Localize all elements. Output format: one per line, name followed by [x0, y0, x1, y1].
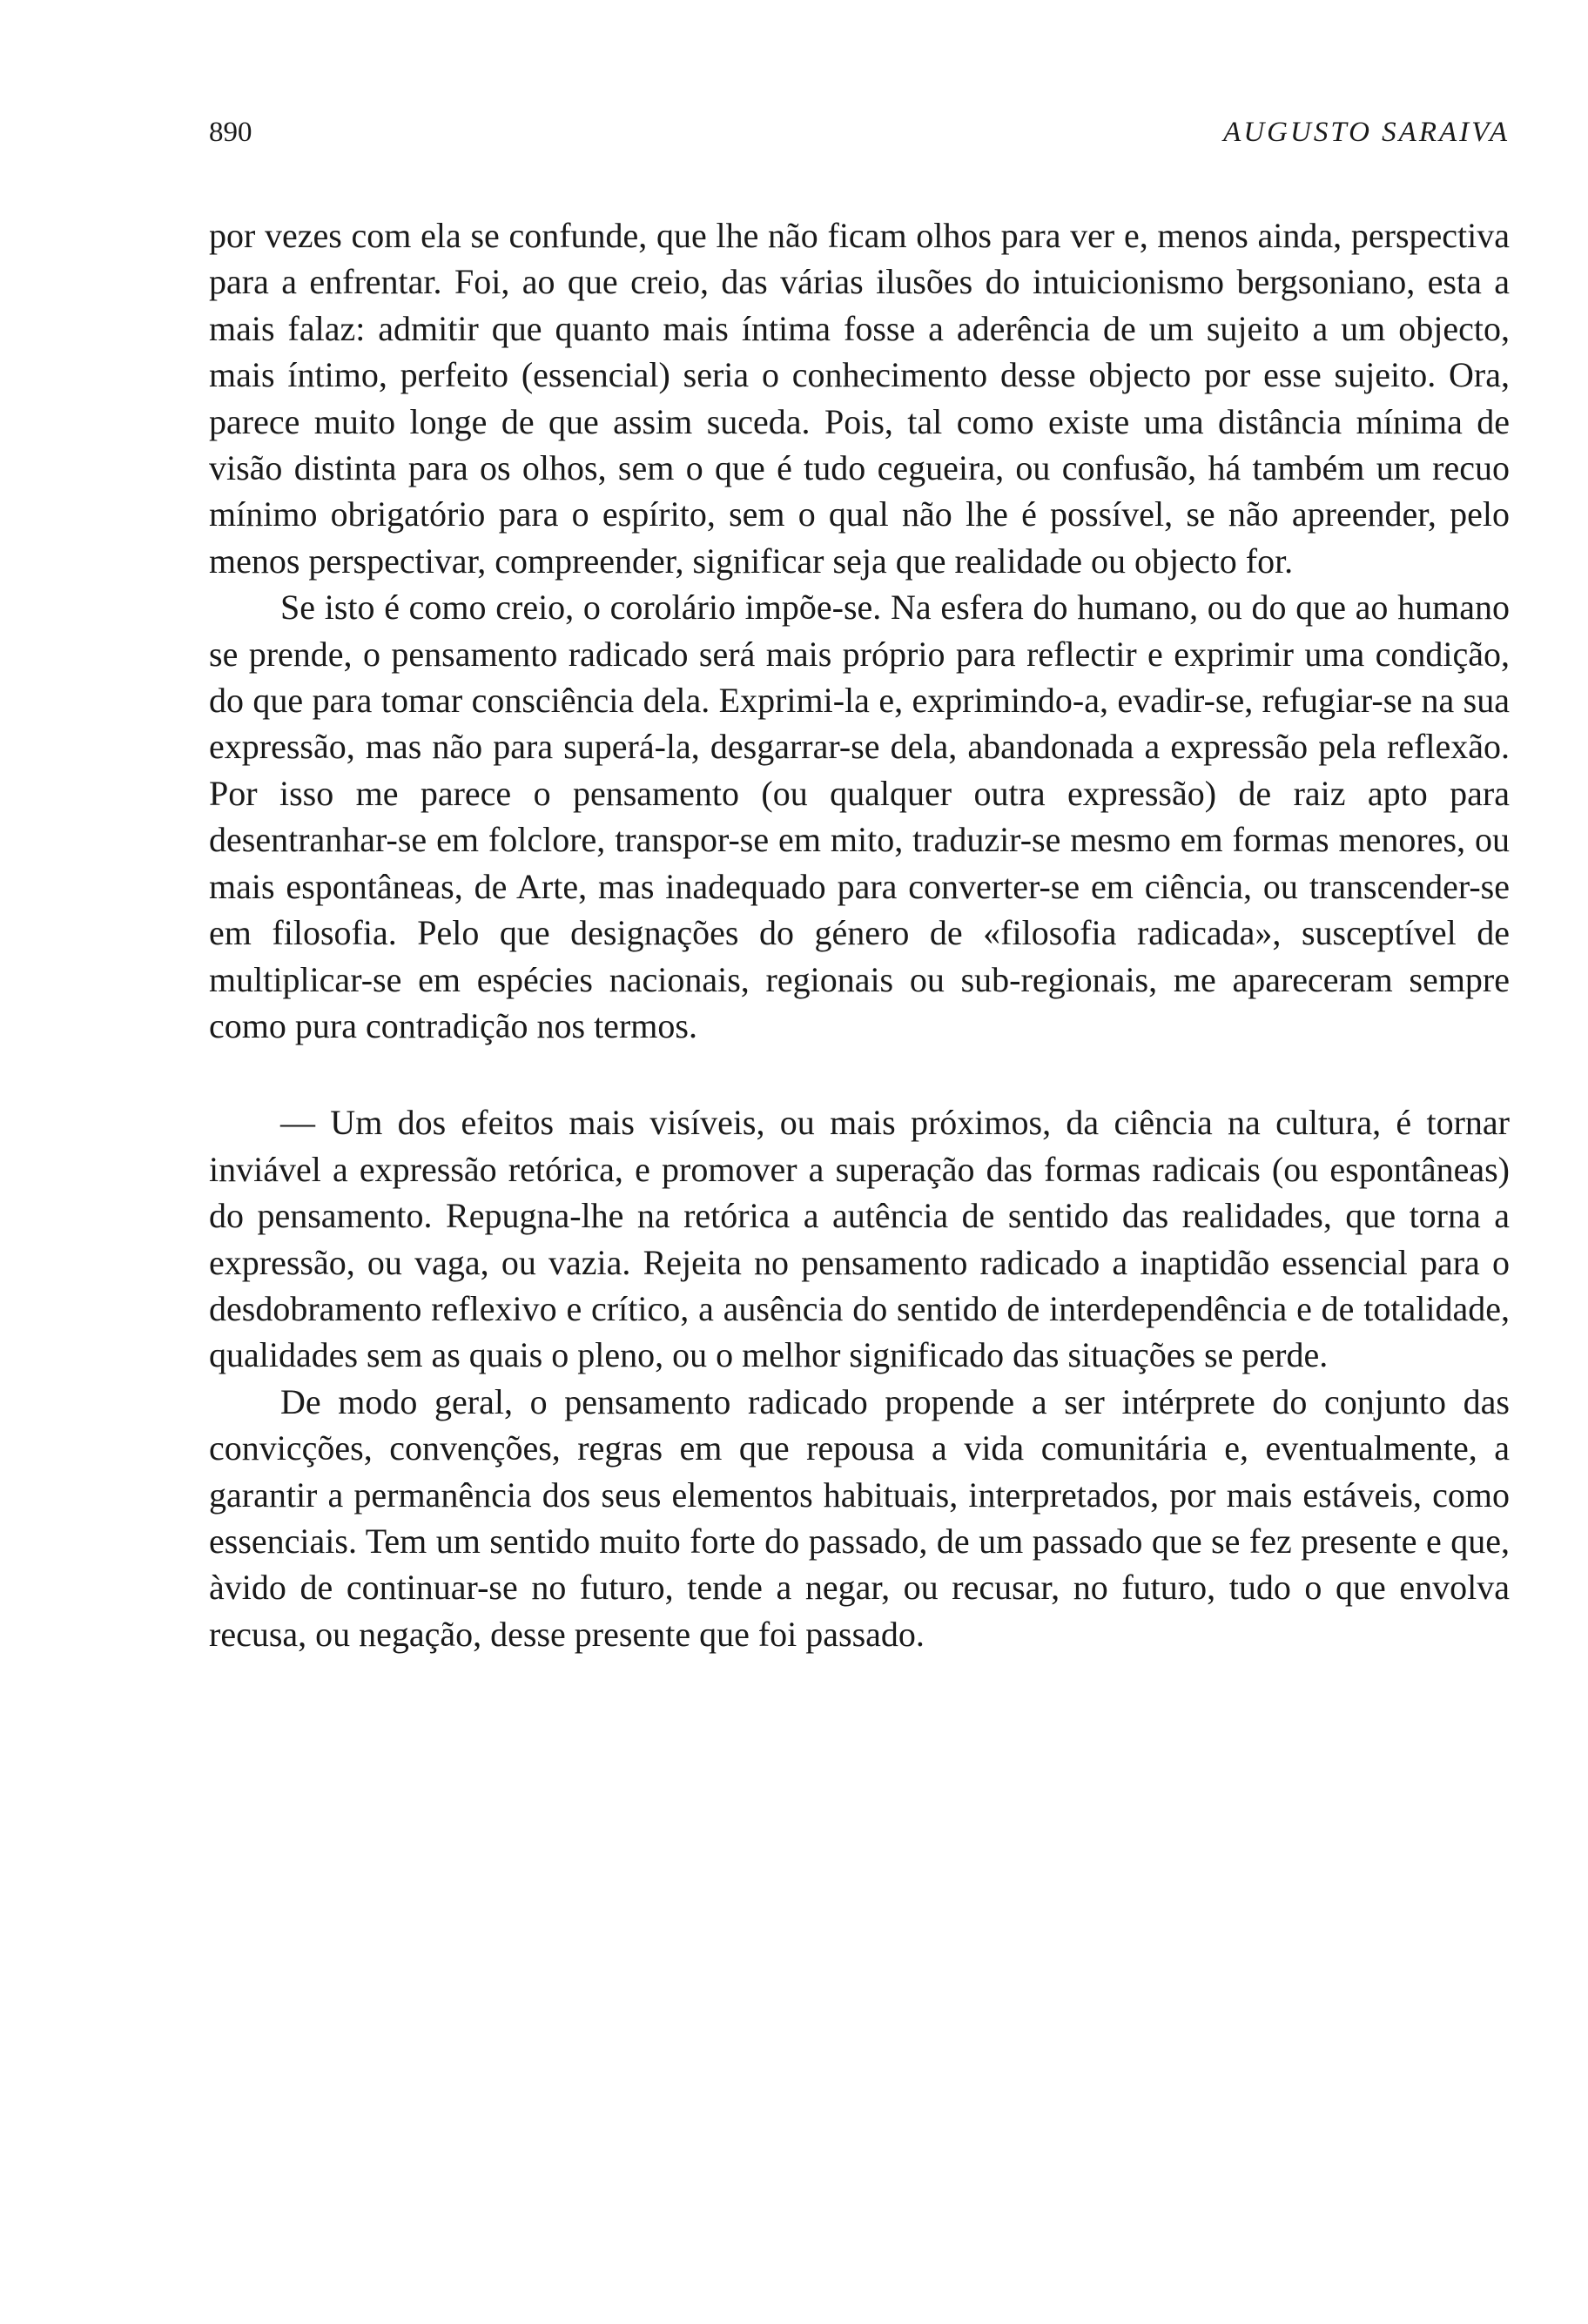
page-header	[209, 111, 1510, 153]
page-number: 890	[209, 117, 252, 148]
paragraph: De modo geral, o pensamento radicado propende a ser intérprete do conjunto das convicções, convenções, regras em que repousa a vida comunitária e, eventualmente, a garantir a permanência dos seus elementos habituais, interpretados, por mais estáveis, como essenciais. Tem um sentido muito forte do passado, de um passado que se fez presente e que, àvido de continuar-se no futuro, tende a negar, ou recusar, no futuro, tudo o que envolva recusa, ou negação, desse presente que foi passado.	[209, 1381, 1510, 1654]
paragraph: — Um dos efeitos mais visíveis, ou mais próximos, da ciência na cultura, é tornar inviável a expressão retórica, e promover a superação das formas radicais (ou espontâneas) do pensamento. Repugna-lhe na retórica a autência de sentido das realidades, que torna a expressão, ou vaga, ou vazia. Rejeita no pensamento radicado a inaptidão essencial para o desdobramento reflexivo e crítico, a ausência do sentido de interdependência e de totalidade, qualidades sem as quais o pleno, ou o melhor significado das situações se perde.	[209, 1103, 1510, 1375]
body-text	[209, 212, 1510, 1657]
running-head: AUGUSTO SARAIVA	[1223, 117, 1510, 148]
paragraph: Se isto é como creio, o corolário impõe-se. Na esfera do humano, ou do que ao humano se prende, o pensamento radicado será mais próprio para reflectir e exprimir uma condição, do que para tomar consciência dela. Exprimi-la e, exprimindo-a, evadir-se, refugiar-se na sua expressão, mas não para superá-la, desgarrar-se dela, abandonada a expressão pela reflexão. Por isso me parece o pensamento (ou qualquer outra expressão) de raiz apto para desentranhar-se em folclore, transpor-se em mito, traduzir-se mesmo em formas menores, ou mais espontâneas, de Arte, mas inadequado para converter-se em ciência, ou transcender-se em filosofia. Pelo que designações do género de «filosofia radicada», susceptível de multiplicar-se em espécies nacionais, regionais ou sub-regionais, me apareceram sempre como pura contradição nos termos.	[209, 588, 1510, 1045]
paragraph: por vezes com ela se confunde, que lhe não ficam olhos para ver e, menos ainda, perspectiva para a enfrentar. Foi, ao que creio, das várias ilusões do intuicionismo bergsoniano, esta a mais falaz: admitir que quanto mais íntima fosse a aderência de um sujeito a um objecto, mais íntimo, perfeito (essencial) seria o conhecimento desse objecto por esse sujeito. Ora, parece muito longe de que assim suceda. Pois, tal como existe uma distância mínima de visão distinta para os olhos, sem o que é tudo cegueira, ou confusão, há também um recuo mínimo obrigatório para o espírito, sem o qual não lhe é possível, se não apreender, pelo menos perspectivar, compreender, significar seja que realidade ou objecto for.	[209, 216, 1510, 581]
